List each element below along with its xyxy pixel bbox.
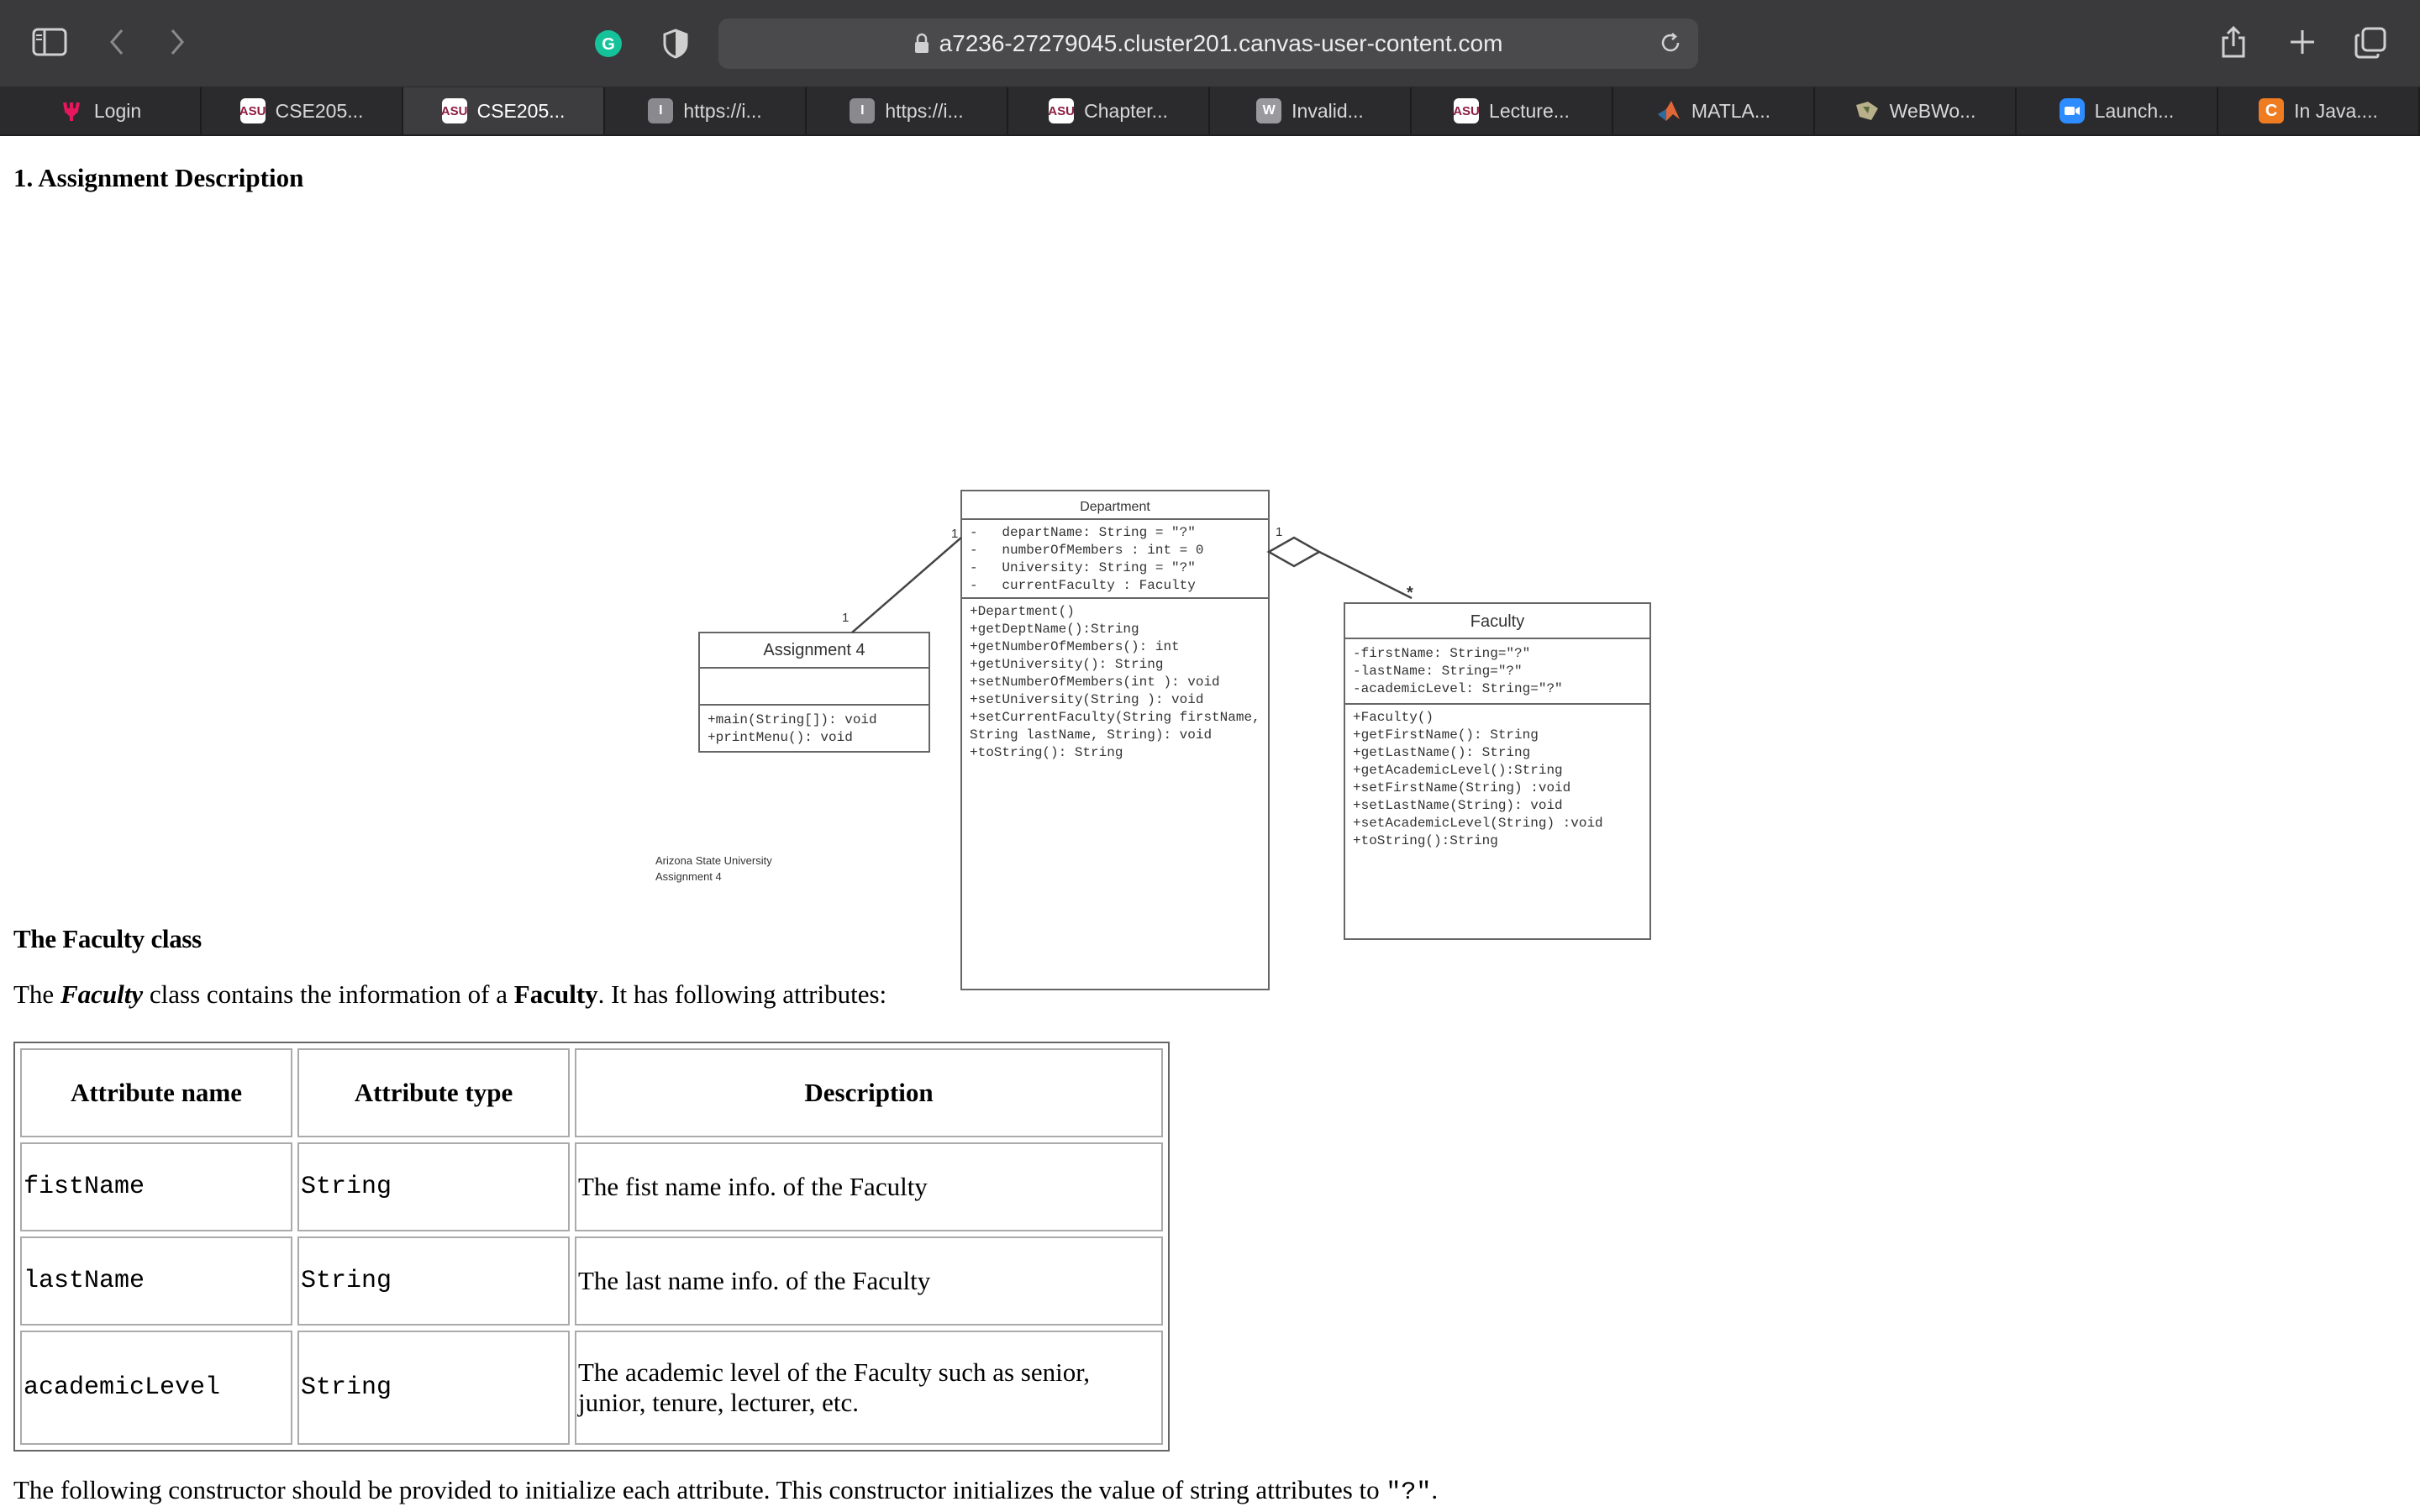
department-method: +setNumberOfMembers(int ): void xyxy=(970,675,1220,690)
tab-injava[interactable] xyxy=(2218,87,2420,134)
svg-text:G: G xyxy=(602,35,615,54)
tab-label: CSE205... xyxy=(275,99,364,122)
faculty-title: Faculty xyxy=(1470,612,1525,631)
faculty-method: +toString():String xyxy=(1353,833,1498,848)
attribute-name-cell: lastName xyxy=(20,1236,292,1326)
association-line xyxy=(852,538,961,633)
department-method: +toString(): String xyxy=(970,745,1123,760)
webwork-icon xyxy=(1854,98,1880,123)
intro-text: class contains the information of a xyxy=(143,979,514,1009)
grammarly-icon[interactable] xyxy=(593,29,623,59)
department-attr: - University: String = "?" xyxy=(970,560,1196,575)
attribute-name-cell: academicLevel xyxy=(20,1331,292,1445)
tab-login[interactable] xyxy=(0,87,202,134)
assignment-method: +printMenu(): void xyxy=(708,730,853,745)
tab-label: Launch... xyxy=(2094,99,2175,122)
tab-cse205-2[interactable] xyxy=(403,87,605,134)
back-icon[interactable] xyxy=(104,25,129,59)
table-header: Description xyxy=(575,1048,1163,1137)
footer-code: "?" xyxy=(1386,1478,1432,1507)
assignment-method: +main(String[]): void xyxy=(708,712,877,727)
asu-icon: ASU xyxy=(1454,98,1479,123)
tab-https-1[interactable] xyxy=(605,87,807,134)
intro-text: . It has following attributes: xyxy=(597,979,887,1009)
diagram-caption: Arizona State University xyxy=(655,854,772,867)
asu-pitchfork-icon xyxy=(59,98,84,123)
asu-icon: ASU xyxy=(1049,98,1074,123)
forward-icon[interactable] xyxy=(165,25,190,59)
faculty-attr: -academicLevel: String="?" xyxy=(1353,681,1563,696)
multiplicity-label: 1 xyxy=(951,527,959,541)
footer-end: . xyxy=(1431,1475,1439,1504)
browser-toolbar xyxy=(0,0,2420,87)
reload-icon[interactable] xyxy=(1658,30,1683,61)
tab-label: CSE205... xyxy=(476,99,566,122)
faculty-method: +getAcademicLevel():String xyxy=(1353,763,1563,778)
tab-label: https://i... xyxy=(885,99,964,122)
faculty-method: +setFirstName(String) :void xyxy=(1353,780,1571,795)
department-title: Department xyxy=(1080,500,1150,514)
footer-text: The following constructor should be provided to initialize each attribute. This constructor initializes the value of string attributes to xyxy=(13,1475,1386,1504)
department-method: +setUniversity(String ): void xyxy=(970,692,1204,707)
faculty-intro xyxy=(13,979,886,1010)
tab-bar xyxy=(0,87,2420,136)
tab-label: Invalid... xyxy=(1292,99,1364,122)
department-attr: - numberOfMembers : int = 0 xyxy=(970,543,1204,558)
department-method: +getNumberOfMembers(): int xyxy=(970,639,1180,654)
faculty-method: +setLastName(String): void xyxy=(1353,798,1563,813)
attribute-desc-cell: The academic level of the Faculty such as senior, junior, tenure, lecturer, etc. xyxy=(575,1331,1163,1445)
attribute-desc-cell: The last name info. of the Faculty xyxy=(575,1236,1163,1326)
letter-i-icon: I xyxy=(850,98,875,123)
faculty-attr: -lastName: String="?" xyxy=(1353,664,1523,679)
assignment-title: Assignment 4 xyxy=(763,641,865,659)
tab-label: Lecture... xyxy=(1489,99,1570,122)
faculty-attr: -firstName: String="?" xyxy=(1353,646,1531,661)
table-row xyxy=(20,1142,1163,1231)
aggregation-line xyxy=(1319,552,1412,598)
letter-i-icon: I xyxy=(648,98,673,123)
department-method: +getUniversity(): String xyxy=(970,657,1164,672)
attribute-type-cell: String xyxy=(297,1142,570,1231)
tab-matlab[interactable] xyxy=(1613,87,1815,134)
table-header-row xyxy=(20,1048,1163,1137)
tab-launch[interactable] xyxy=(2017,87,2218,134)
tab-overview-icon[interactable] xyxy=(2353,25,2388,60)
tab-chapter[interactable] xyxy=(1008,87,1210,134)
attribute-type-cell: String xyxy=(297,1331,570,1445)
diagram-caption: Assignment 4 xyxy=(655,870,722,883)
department-method: +Department() xyxy=(970,604,1075,619)
aggregation-diamond-icon xyxy=(1269,538,1319,566)
asu-icon: ASU xyxy=(240,98,266,123)
intro-class-name: Faculty xyxy=(60,979,144,1009)
share-icon[interactable] xyxy=(2217,24,2250,60)
lock-icon xyxy=(914,34,929,54)
attribute-table xyxy=(13,1042,1170,1452)
privacy-shield-icon[interactable] xyxy=(660,27,691,60)
faculty-method: +setAcademicLevel(String) :void xyxy=(1353,816,1603,831)
department-attr: - departName: String = "?" xyxy=(970,525,1196,540)
address-bar[interactable] xyxy=(718,18,1698,69)
department-method: +getDeptName():String xyxy=(970,622,1139,637)
asu-icon: ASU xyxy=(442,98,467,123)
multiplicity-label: 1 xyxy=(842,611,850,625)
tab-webwork[interactable] xyxy=(1815,87,2017,134)
tab-label: Login xyxy=(93,99,142,122)
table-row xyxy=(20,1331,1163,1445)
table-header: Attribute name xyxy=(20,1048,292,1137)
faculty-method: +Faculty() xyxy=(1353,710,1434,725)
multiplicity-label: * xyxy=(1407,584,1413,602)
new-tab-icon[interactable] xyxy=(2286,25,2319,59)
faculty-heading: The Faculty class xyxy=(13,924,202,953)
letter-w-icon: W xyxy=(1256,98,1281,123)
attribute-name-cell: fistName xyxy=(20,1142,292,1231)
letter-c-icon: C xyxy=(2259,98,2284,123)
tab-label: https://i... xyxy=(683,99,762,122)
uml-diagram xyxy=(647,338,1672,883)
department-method: String lastName, String): void xyxy=(970,727,1213,743)
tab-label: In Java.... xyxy=(2294,99,2378,122)
attribute-type-cell: String xyxy=(297,1236,570,1326)
intro-text: The xyxy=(13,979,60,1009)
intro-entity: Faculty xyxy=(513,979,598,1009)
faculty-method: +getLastName(): String xyxy=(1353,745,1531,760)
constructor-note xyxy=(13,1475,1438,1507)
url-text: a7236-27279045.cluster201.canvas-user-content.com xyxy=(939,30,1503,56)
table-row xyxy=(20,1236,1163,1326)
section-heading: 1. Assignment Description xyxy=(13,163,304,192)
tab-label: Chapter... xyxy=(1084,99,1168,122)
matlab-icon xyxy=(1656,98,1681,123)
attribute-desc-cell: The fist name info. of the Faculty xyxy=(575,1142,1163,1231)
department-attr: - currentFaculty : Faculty xyxy=(970,578,1196,593)
tab-https-2[interactable] xyxy=(807,87,1008,134)
page-content xyxy=(0,136,2420,1512)
zoom-icon xyxy=(2060,98,2085,123)
tab-label: MATLA... xyxy=(1691,99,1771,122)
faculty-method: +getFirstName(): String xyxy=(1353,727,1539,743)
tab-cse205-1[interactable] xyxy=(202,87,403,134)
tab-lecture[interactable] xyxy=(1412,87,1613,134)
multiplicity-label: 1 xyxy=(1276,525,1283,539)
sidebar-toggle-icon[interactable] xyxy=(30,25,69,59)
tab-invalid[interactable] xyxy=(1210,87,1412,134)
tab-label: WeBWo... xyxy=(1889,99,1976,122)
table-header: Attribute type xyxy=(297,1048,570,1137)
department-method: +setCurrentFaculty(String firstName, xyxy=(970,710,1260,725)
